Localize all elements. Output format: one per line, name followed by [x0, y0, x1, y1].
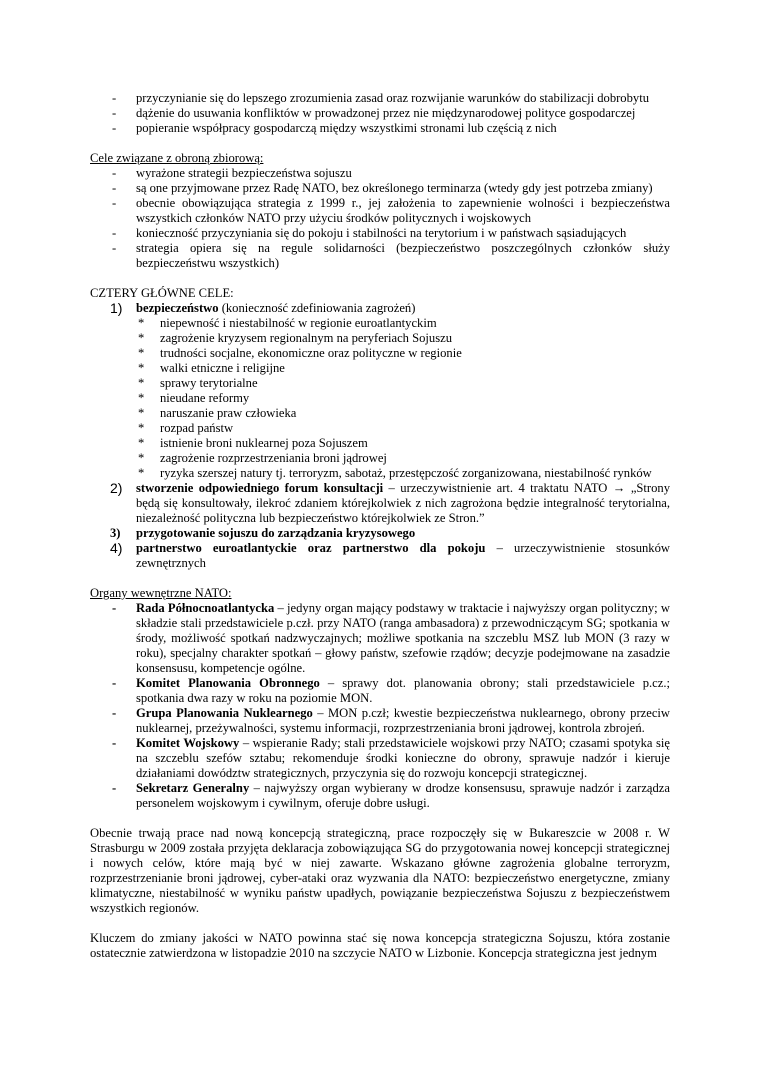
list-item: [90, 706, 670, 736]
list-item: - obecnie obowiązująca strategia z 1999 r., jej założenia to zapewnienie wolności i bezpieczeństwa wszystkich członków NATO przy użyciu środków politycznych i wojskowych: [90, 196, 670, 226]
paragraph-new-concept: Kluczem do zmiany jakości w NATO powinna stać się nowa koncepcja strategiczna Sojuszu, która zostanie ostatecznie zatwierdzona w listopadzie 2010 na szczycie NATO w Lizbonie. Koncepcja strategiczna jest jednym: [90, 931, 670, 960]
goals-list: [90, 301, 670, 571]
list-item: [90, 601, 670, 676]
list-item: * rozpad państw: [136, 421, 670, 436]
list-item: * istnienie broni nuklearnej poza Sojuszem: [136, 436, 670, 451]
organs-list: [90, 601, 670, 811]
defense-heading: Cele związane z obroną zbiorową:: [90, 151, 264, 165]
organ-description: – najwyższy organ wybierany w drodze konsensusu, sprawuje nadzór i zarządza personelem wojskowym i cywilnym, oferuje dobre usługi.: [136, 781, 670, 810]
document-page: [90, 91, 670, 961]
goal-number: 1): [110, 300, 123, 316]
list-item: [90, 676, 670, 706]
organ-description: – jedyny organ mający podstawy w traktacie i najwyższy organ polityczny; w składzie stali przedstawiciele p.czł. przy NATO (ranga ambasadora) z przewodniczącym SG; spotkania w środy, możliwość spotkań nadzwyczajnych; możliwe spotkania na szczeblu MSZ lub MON (3 razy w roku), specjalny charakter spotkań – głowy państw, szefowie rządów; decyzje podejmowane na zasadzie konsensusu, kompetencje ogólne.: [136, 601, 670, 675]
list-item: [90, 781, 670, 811]
organ-description: – MON p.czł; kwestie bezpieczeństwa nuklearnego, obrony przeciw nuklearnej, przeżywalności, systemu informacji, rozprzestrzeniania broni jądrowej, kontrola zbrojeń.: [136, 706, 670, 735]
list-item: * zagrożenie rozprzestrzeniania broni jądrowej: [136, 451, 670, 466]
organ-description: – sprawy dot. planowania obrony; stali przedstawiciele p.cz.; spotkania dwa razy w roku na poziomie MON.: [136, 676, 670, 705]
list-item: * niepewność i niestabilność w regionie euroatlantyckim: [136, 316, 670, 331]
list-item: - dążenie do usuwania konfliktów w prowadzonej przez nie międzynarodowej polityce gospodarczej: [90, 106, 670, 121]
list-item: * naruszanie praw człowieka: [136, 406, 670, 421]
goal-text: (konieczność zdefiniowania zagrożeń): [218, 301, 416, 315]
goal-title: bezpieczeństwo: [136, 301, 219, 315]
goal-title: przygotowanie sojuszu do zarządzania kryzysowego: [136, 526, 416, 540]
list-item: - wyrażone strategii bezpieczeństwa sojuszu: [90, 166, 670, 181]
organ-name: Sekretarz Generalny: [136, 781, 250, 795]
goal-1: [90, 301, 670, 481]
organ-name: Rada Północnoatlantycka: [136, 601, 275, 615]
list-item: [90, 736, 670, 781]
list-item: - przyczynianie się do lepszego zrozumienia zasad oraz rozwijanie warunków do stabilizacji dobrobytu: [90, 91, 670, 106]
list-item: - konieczność przyczyniania się do pokoju i stabilności na terytorium i w państwach sąsiadujących: [90, 226, 670, 241]
paragraph-strategy-work: Obecnie trwają prace nad nową koncepcją strategiczną, prace rozpoczęły się w Bukareszcie w 2008 r. W Strasburgu w 2009 została przyjęta deklaracja zobowiązująca SG do przygotowania nowej koncepcji strategicznej i nowych celów, które mają być w niej zawarte. Wskazano główne zagrożenia globalne terroryzm, rozprzestrzenianie broni jądrowej, cyber-ataki oraz wyzwania dla NATO: bezpieczeństwo energetyczne, zmiany klimatyczne, niestabilność w wyniku państw upadłych, powiązanie bezpieczeństwa Sojuszu z bezpieczeństwem wszystkich regionów.: [90, 826, 670, 915]
goal-4: [90, 541, 670, 571]
list-item: * nieudane reformy: [136, 391, 670, 406]
list-item: - strategia opiera się na regule solidarności (bezpieczeństwo poszczególnych członków służy bezpieczeństwu wszystkich): [90, 241, 670, 271]
list-item: - są one przyjmowane przez Radę NATO, bez określonego terminarza (wtedy gdy jest potrzeba zmiany): [90, 181, 670, 196]
goal-text: – urzeczywistnienie art. 4 traktatu NATO → „Strony będą się konsultowały, ilekroć zdaniem którejkolwiek z nich zagrożona będzie integralność terytorialna, niezależność polityczna lub bezpieczeństwo którejkolwiek ze Stron.”: [136, 481, 670, 525]
goal-title: partnerstwo euroatlantyckie oraz partnerstwo dla pokoju: [136, 541, 486, 555]
goals-heading: CZTERY GŁÓWNE CELE:: [90, 286, 234, 300]
goal-number: 3): [110, 526, 121, 540]
list-item: * zagrożenie kryzysem regionalnym na peryferiach Sojuszu: [136, 331, 670, 346]
goal-title: stworzenie odpowiedniego forum konsultacji: [136, 481, 384, 495]
goal-number: 4): [110, 540, 123, 556]
organ-name: Komitet Wojskowy: [136, 736, 240, 750]
goal-number: 2): [110, 480, 123, 496]
list-item: * trudności socjalne, ekonomiczne oraz polityczne w regionie: [136, 346, 670, 361]
goal-3: [90, 526, 670, 541]
organs-heading: Organy wewnętrzne NATO:: [90, 586, 232, 600]
goal-2: [90, 481, 670, 526]
list-item: * sprawy terytorialne: [136, 376, 670, 391]
organ-name: Komitet Planowania Obronnego: [136, 676, 320, 690]
organ-name: Grupa Planowania Nuklearnego: [136, 706, 313, 720]
threat-list: [136, 316, 670, 481]
goal-text: – urzeczywistnienie stosunków zewnętrznych: [136, 541, 670, 570]
list-item: - popieranie współpracy gospodarczą między wszystkimi stronami lub częścią z nich: [90, 121, 670, 136]
list-item: * walki etniczne i religijne: [136, 361, 670, 376]
organ-description: – wspieranie Rady; stali przedstawiciele wojskowi przy NATO; czasami spotyka się na szczeblu szefów sztabu; rekomenduje środki konieczne do obrony, sprawuje nadzór i kieruje działaniami dowództw strategicznych, przyczynia się do rozwoju koncepcji strategicznej.: [136, 736, 670, 780]
list-item: * ryzyka szerszej natury tj. terroryzm, sabotaż, przestępczość zorganizowana, niestabilność rynków: [136, 466, 670, 481]
intro-list: [90, 91, 670, 136]
defense-list: [90, 166, 670, 271]
